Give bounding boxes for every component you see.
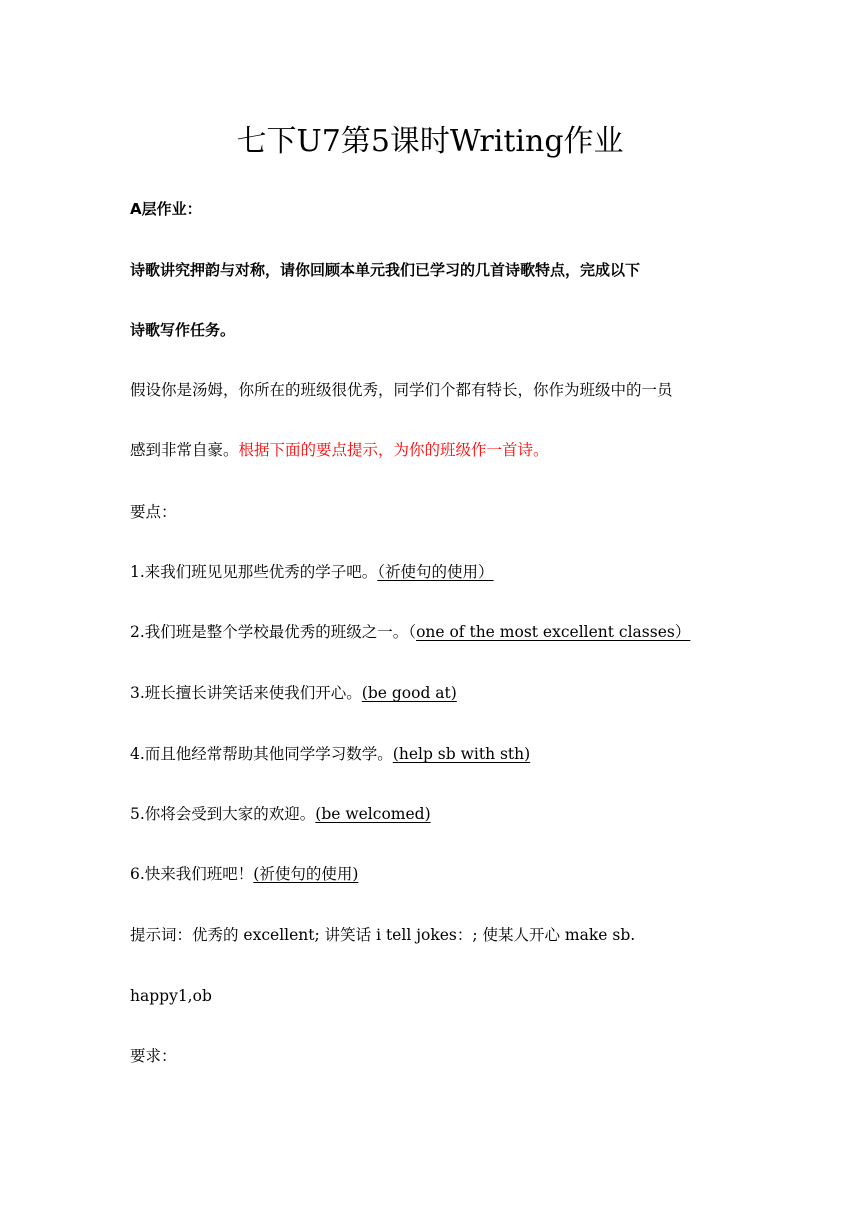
hint-words-line-1: 提示词：优秀的 excellent; 讲笑话 i tell jokes：; 使某人开心 make sb. — [130, 926, 636, 944]
requirements-heading: 要求： — [130, 1047, 177, 1065]
point-text: 2.我们班是整个学校最优秀的班级之一。 — [130, 623, 409, 641]
point-hint: (be good at) — [361, 684, 457, 702]
point-text: 3.班长擅长讲笑话来使我们开心。 — [130, 684, 362, 702]
point-text: 4.而且他经常帮助其他同学学习数学。 — [130, 745, 393, 763]
point-item — [130, 560, 494, 584]
point-text: 6.快来我们班吧！ — [130, 865, 254, 883]
situation-line-2 — [130, 438, 549, 462]
point-item — [130, 802, 431, 826]
point-hint: one of the most excellent classes） — [416, 623, 691, 641]
point-item — [130, 620, 690, 644]
hint-words-line-2: happy1,ob — [130, 987, 212, 1005]
point-hint: (be welcomed) — [315, 805, 431, 823]
situation-plain-text: 感到非常自豪。 — [130, 441, 239, 459]
point-hint: （祈使句的使用） — [377, 563, 494, 581]
point-text: 1.来我们班见见那些优秀的学子吧。 — [130, 563, 378, 581]
level-a-heading: A层作业： — [130, 200, 202, 218]
situation-task-text: 根据下面的要点提示，为你的班级作一首诗。 — [238, 441, 549, 459]
instruction-line-2: 诗歌写作任务。 — [130, 321, 236, 339]
page-title: 七下U7第5课时Writing作业 — [236, 124, 624, 159]
point-hint-prefix: （ — [408, 623, 417, 641]
point-item — [130, 862, 358, 886]
point-hint: (help sb with sth) — [392, 745, 531, 763]
point-hint: (祈使句的使用) — [253, 865, 359, 883]
point-item — [130, 681, 457, 705]
instruction-line-1: 诗歌讲究押韵与对称，请你回顾本单元我们已学习的几首诗歌特点，完成以下 — [130, 261, 641, 279]
point-text: 5.你将会受到大家的欢迎。 — [130, 805, 316, 823]
points-heading: 要点： — [130, 503, 177, 521]
situation-line-1: 假设你是汤姆，你所在的班级很优秀，同学们个都有特长，你作为班级中的一员 — [130, 381, 673, 399]
point-item — [130, 742, 530, 766]
